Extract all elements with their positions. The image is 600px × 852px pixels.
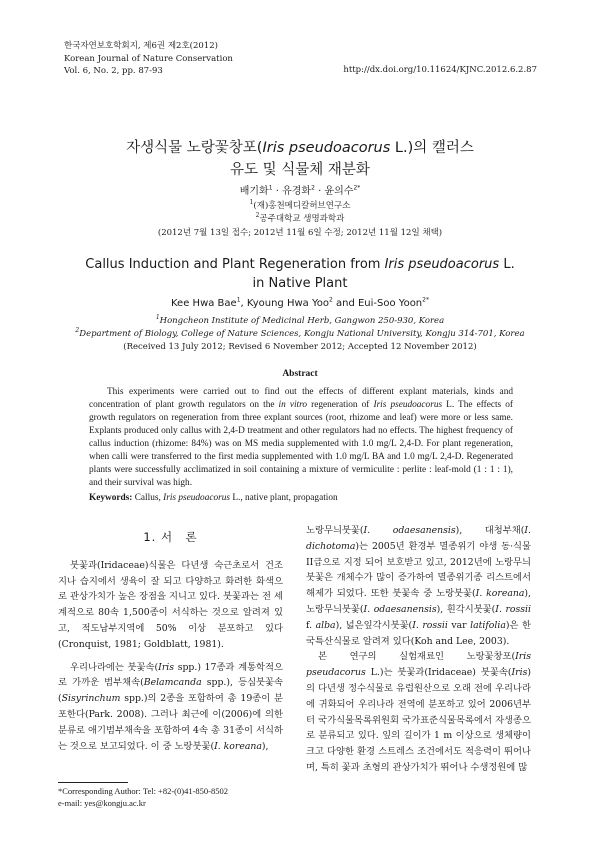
intro-paragraph-1: 붓꽃과(Iridaceae)식물은 다년생 숙근초로서 건조지나 습지에서 생육이 잘 되고 다양하고 화려한 화색으로 관상가치가 높은 장점을 지니고 있다. 붓꽃과는 전 세계적으로 80속 1,500종이 서식하는 것으로 알려져 있고, 적도남부지역에 50% 이상 분포하고 있다(Cronquist, 1981; Goldblatt, 1981). xyxy=(58,559,283,650)
journal-header xyxy=(64,40,233,78)
corresponding-author-footnote: *Corresponding Author: Tel: +82-(0)41-850-8502 e-mail: yes@kongju.ac.kr xyxy=(58,786,229,808)
intro-paragraph-2: 우리나라에는 붓꽃속(Iris spp.) 17종과 계통학적으로 가까운 범부채속(Belamcanda spp.), 등심붓꽃속(Sisyrinchum spp.)의 2종을 포함하여 총 19종이 분포한다(Park. 2008). 그러나 최근에 이(2006)에 의한 분류로 애기범부채속을 포함하여 4속 총 31종이 서식하는 것으로 보고되었다. 이 중 노랑붓꽃(I. koreana), xyxy=(58,661,284,752)
journal-volume: Vol. 6, No. 2, pp. 87-93 xyxy=(64,66,163,76)
right-column xyxy=(306,523,531,776)
keywords: Keywords: Callus, Iris pseudoacorus L., native plant, propagation xyxy=(89,493,338,503)
english-title: Callus Induction and Plant Regeneration from Iris pseudoacorus L. in Native Plant xyxy=(85,257,515,291)
korean-affiliation-2: $^2$공주대학교 생명과학과 xyxy=(255,212,345,224)
journal-name-ko: 한국자연보호학회지, 제6권 제2호(2012) xyxy=(64,41,218,51)
korean-affiliation-1: $^1$(재)홍천메디칼허브연구소 xyxy=(249,199,351,211)
english-dates: (Received 13 July 2012; Revised 6 November 2012; Accepted 12 November 2012) xyxy=(123,342,477,352)
footnote-rule xyxy=(58,782,128,783)
korean-dates: (2012년 7월 13일 접수; 2012년 11월 6일 수정; 2012년 11월 12일 채택) xyxy=(157,228,443,238)
doi-link[interactable]: http://dx.doi.org/10.11624/KJNC.2012.6.2.87 xyxy=(343,65,537,75)
korean-title: 자생식물 노랑꽃창포(Iris pseudoacorus L.)의 캘러스 유도 및 식물체 재분화 xyxy=(126,140,474,178)
korean-authors: 배기화$^1$ · 유경화$^2$ · 윤의수$^{2*}$ xyxy=(239,184,361,197)
intro-paragraph-3: 본 연구의 실험재료인 노랑꽃창포(Iris pseudacorus L.)는 붓꽃과(Iridaceae) 붓꽃속(Iris)의 다년생 정수식물로 유럽원산으로 오래 전에 우리나라에 귀화되어 우리나라 전역에 분포하고 있어 2006년부터 국가식물목록위원회 국가표준식물목록에서 자생종으로 분류되고 있다. 잎의 길이가 1 m 이상으로 생체량이 크고 다양한 환경 스트레스 조건에서도 적응력이 뛰어나며, 특히 꽃과 초형의 관상가치가 뛰어나 수생정원에 많 xyxy=(306,651,531,773)
abstract-heading: Abstract xyxy=(282,369,318,379)
abstract-body: This experiments were carried out to find out the effects of different explant materials, kinds and concentration of plant growth regulators on the in vitro regeneration of Iris pseudoacorus L. The effects of growth regulators on regeneration from three explant sources (root, rhizome and leaf) were more or less same. Explants produced only callus with 2,4-D treatment and other regulators had no effects. The highest frequency of callus induction (rhizome: 84%) was on MS media supplemented with 1.0 mg/L 2,4-D. For plant regeneration, when calli were transferred to the first media supplemented with 1.0 mg/L BA and 1.0 mg/L 2,4-D. Regenerated plants were successfully acclimatized in soil containing a mixture of vermiculite : perlite : leaf-mold (1 : 1 : 1), and their survival was high. xyxy=(89,387,513,488)
journal-name-en: Korean Journal of Nature Conservation xyxy=(64,53,233,64)
english-authors: Kee Hwa Bae$^1$, Kyoung Hwa Yoo$^2$ and Eui-Soo Yoon$^{2*}$ xyxy=(171,296,429,309)
section-title-introduction: 1. 서 론 xyxy=(143,530,198,544)
left-column xyxy=(58,520,283,754)
english-affiliation-1: $^1$Hongcheon Institute of Medicinal Herb, Gangwon 250-930, Korea xyxy=(155,314,445,326)
english-affiliation-2: $^2$Department of Biology, College of Nature Sciences, Kongju National University, Kongju 314-701, Korea xyxy=(75,327,525,339)
intro-paragraph-2-cont: 노랑무늬붓꽃(I. odaesanensis), 대청부채(I. dichotoma)는 2005년 환경부 멸종위기 야생 동·식물 II급으로 지정 되어 보호받고 있고, 2012년에 노랑무늬붓꽃은 개체수가 많이 증가하여 멸종위기종 리스트에서 해제가 되었다. 또한 붓꽃속 중 노랑붓꽃(I. koreana), 노랑무늬붓꽃(I. odaesanensis), 흰각시붓꽃(I. rossii f. alba), 넓은잎각시붓꽃(I. rossii var latifolia)은 한국특산식물로 알려져 있다(Koh and Lee, 2003). xyxy=(306,525,532,647)
